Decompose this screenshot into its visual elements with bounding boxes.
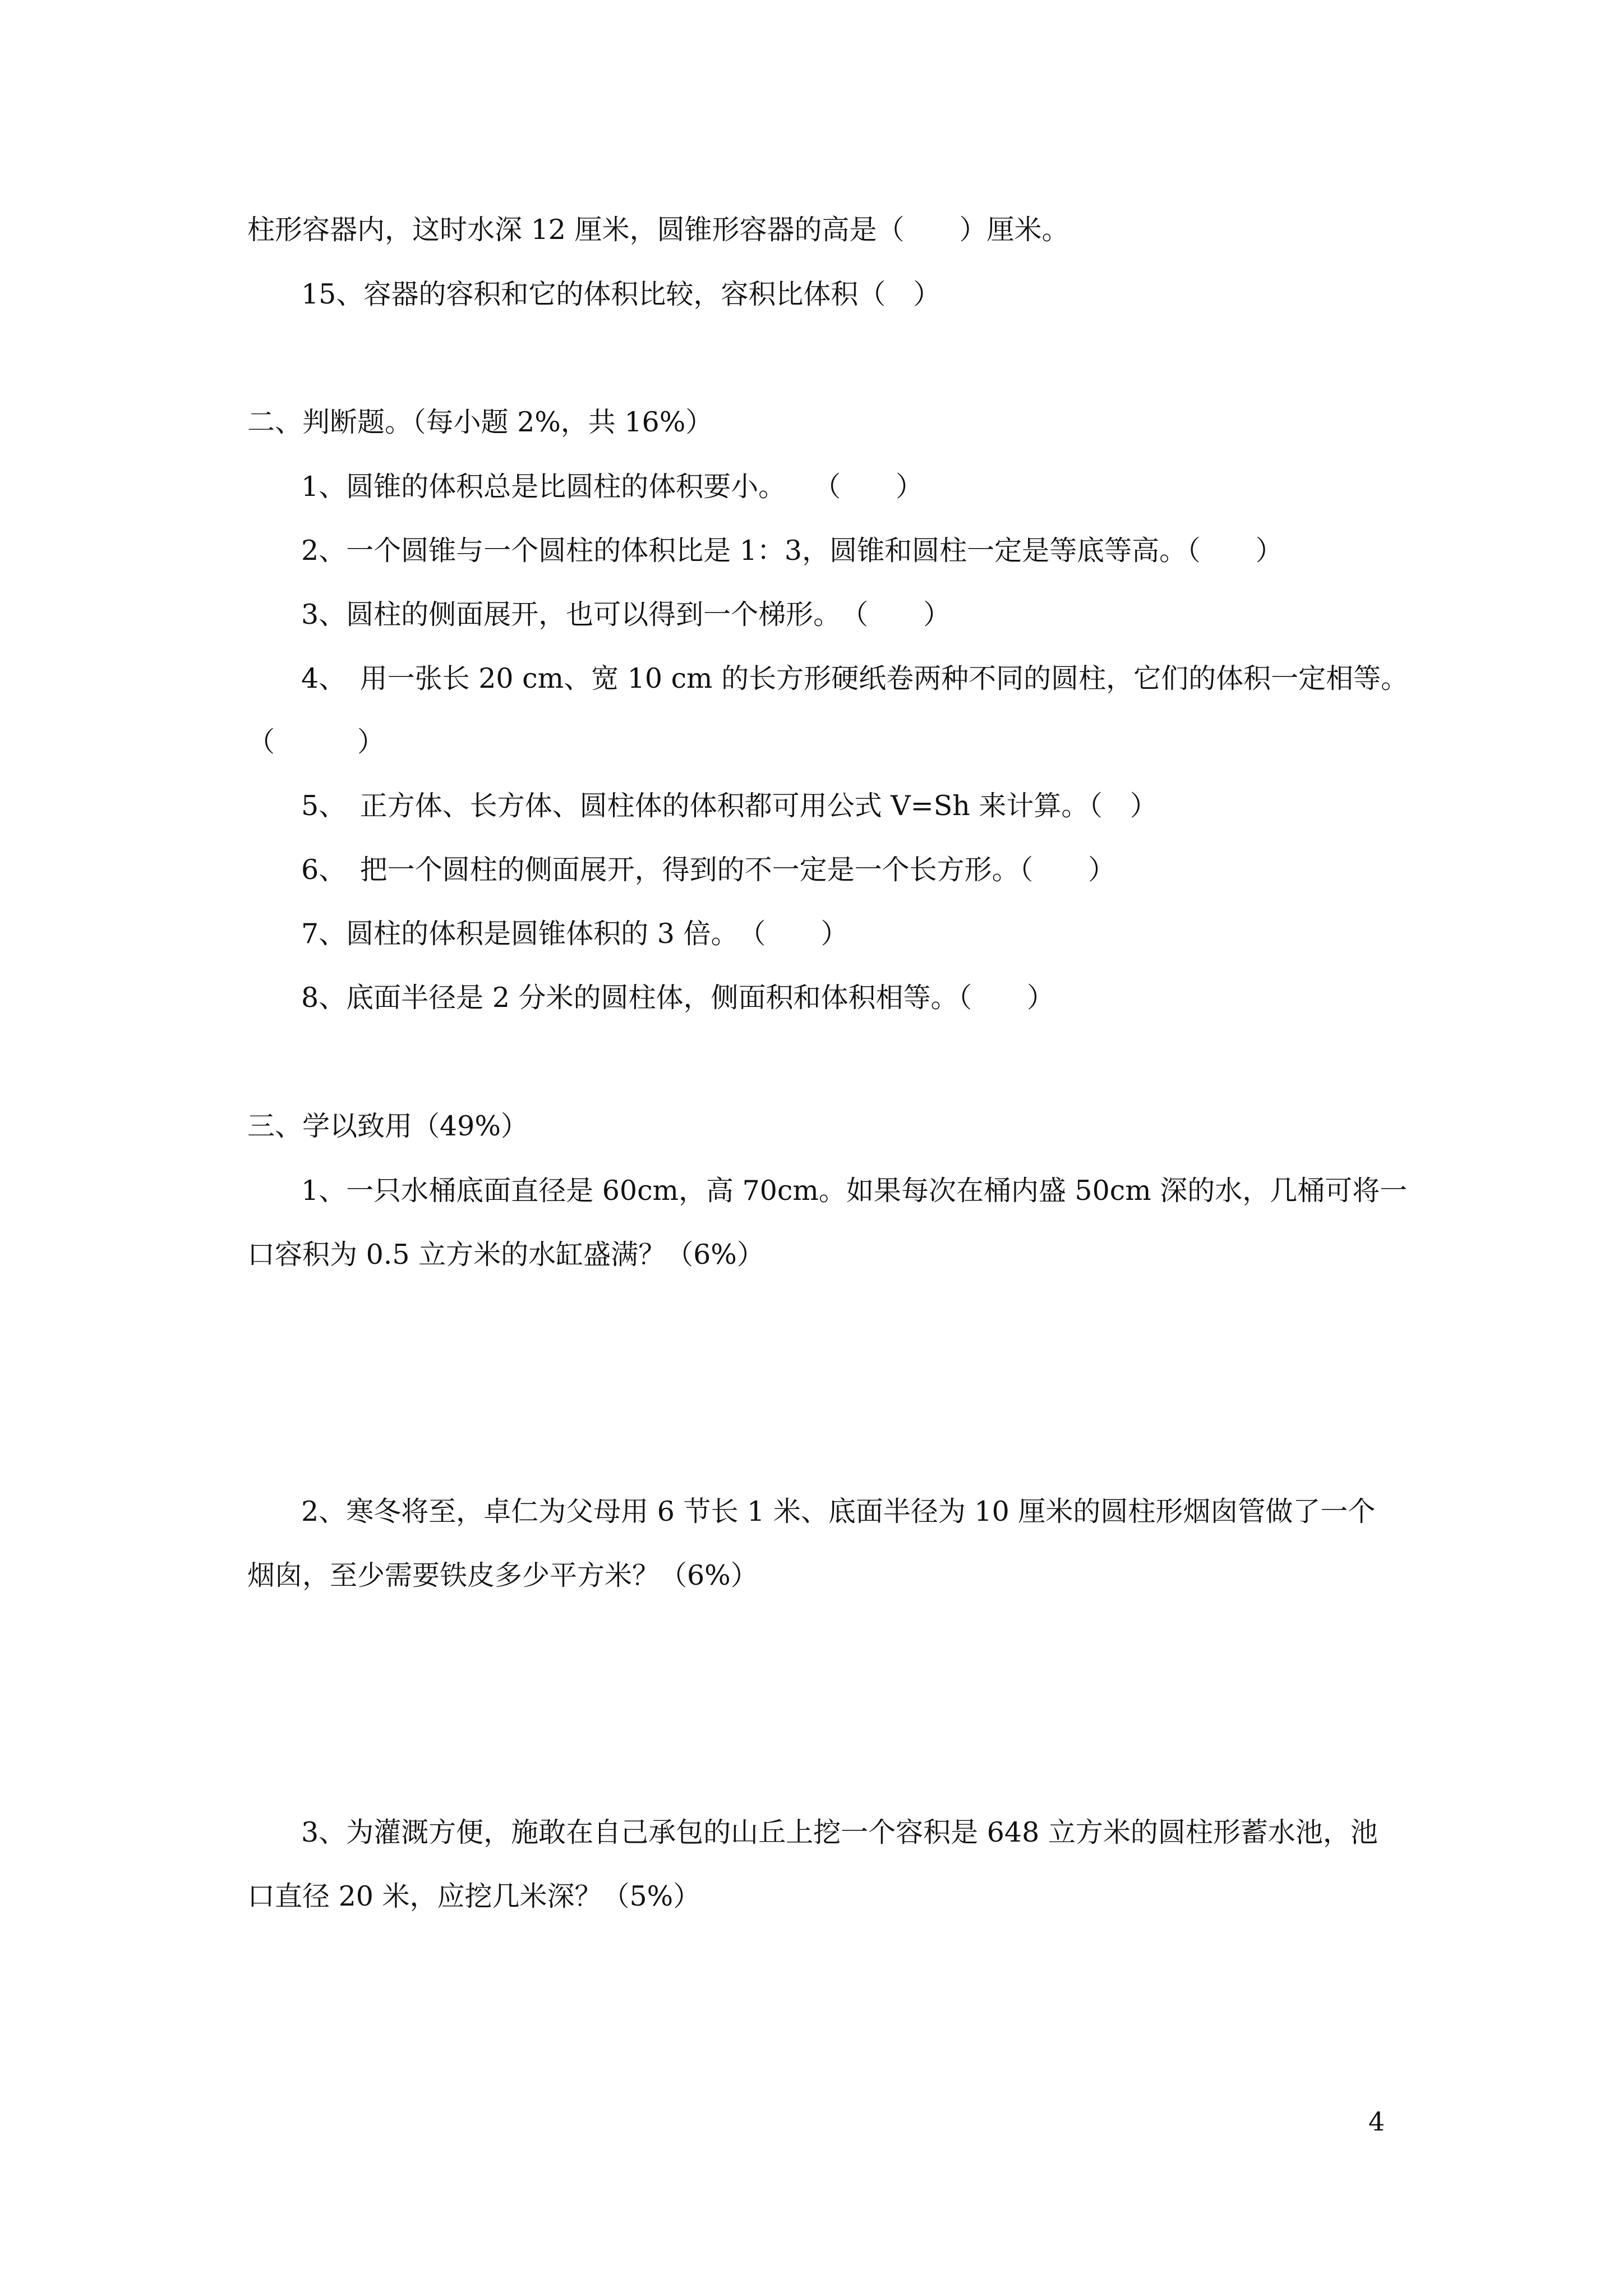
problem-1-line-1: 1、一只水桶底面直径是 60cm，高 70cm。如果每次在桶内盛 50cm 深的水，几桶可将一 bbox=[301, 1175, 1408, 1207]
judge-item-6: 6、 把一个圆柱的侧面展开，得到的不一定是一个长方形。（ ） bbox=[301, 854, 1116, 886]
problem-3-line-1: 3、为灌溉方便，施敢在自己承包的山丘上挖一个容积是 648 立方米的圆柱形蓄水池，池 bbox=[301, 1816, 1378, 1848]
page-number: 4 bbox=[1368, 2106, 1385, 2137]
judge-item-1: 1、圆锥的体积总是比圆柱的体积要小。 （ ） bbox=[301, 471, 924, 503]
problem-3-line-2: 口直径 20 米，应挖几米深？（5%） bbox=[247, 1880, 701, 1912]
problem-2-line-2: 烟囱，至少需要铁皮多少平方米？（6%） bbox=[247, 1559, 758, 1591]
problem-1-line-2: 口容积为 0.5 立方米的水缸盛满？（6%） bbox=[247, 1239, 764, 1271]
section-3-title: 三、学以致用（49%） bbox=[247, 1110, 528, 1142]
fill-question-15: 15、容器的容积和它的体积比较，容积比体积（ ） bbox=[301, 278, 941, 310]
judge-item-4: 4、 用一张长 20 cm、宽 10 cm 的长方形硬纸卷两种不同的圆柱，它们的体积一定相等。 bbox=[301, 662, 1409, 694]
judge-item-7: 7、圆柱的体积是圆锥体积的 3 倍。 （ ） bbox=[301, 918, 849, 950]
judge-item-8: 8、底面半径是 2 分米的圆柱体，侧面积和体积相等。（ ） bbox=[301, 982, 1055, 1014]
judge-item-4-bracket: （ ） bbox=[247, 726, 385, 758]
continuation-line: 柱形容器内，这时水深 12 厘米，圆锥形容器的高是（ ）厘米。 bbox=[247, 214, 1069, 246]
judge-item-3: 3、圆柱的侧面展开，也可以得到一个梯形。 （ ） bbox=[301, 599, 951, 631]
judge-item-2: 2、一个圆锥与一个圆柱的体积比是 1：3，圆锥和圆柱一定是等底等高。（ ） bbox=[301, 535, 1283, 567]
problem-2-line-1: 2、寒冬将至，卓仁为父母用 6 节长 1 米、底面半径为 10 厘米的圆柱形烟囱管做了一个 bbox=[301, 1496, 1376, 1527]
judge-item-5: 5、 正方体、长方体、圆柱体的体积都可用公式 V=Sh 来计算。（ ） bbox=[301, 790, 1158, 822]
section-2-title: 二、判断题。（每小题 2%，共 16%） bbox=[247, 406, 713, 438]
